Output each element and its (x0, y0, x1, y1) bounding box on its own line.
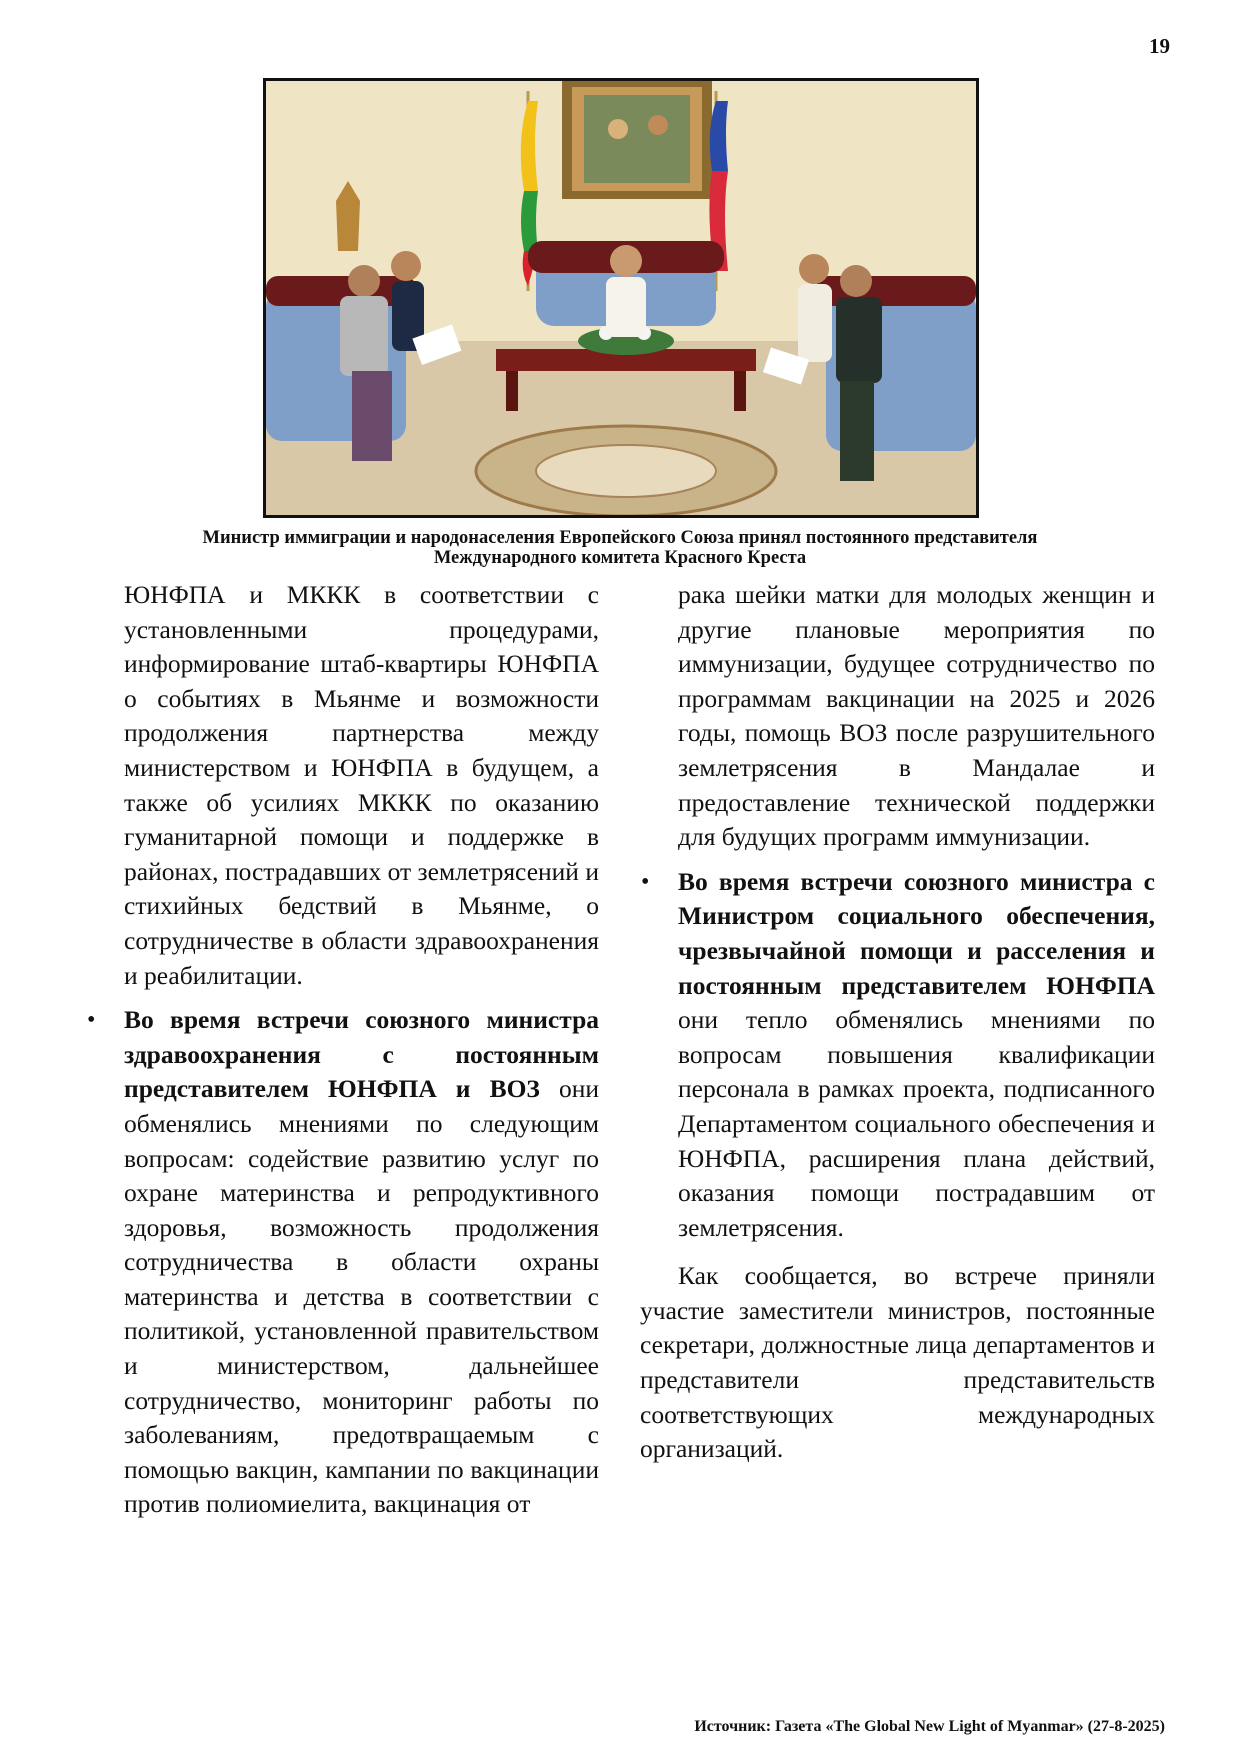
source-credit: Источник: Газета «The Global New Light of Myanmar» (27-8-2025) (694, 1718, 1165, 1735)
bullet-body: они обменялись мнениями по следующим вопросам: содействие развитию услуг по охране материнства и репродуктивного здоровья, возможность продолжения сотрудничества в области охраны материнства и детства в соответствии с политикой, установленной правительством и министерством, дальнейшее сотрудничество, мониторинг работы по заболеваниям, предотвращаемым с помощью вакцин, кампании по вакцинации против полиомиелита, вакцинация от (124, 1074, 600, 1519)
right-bullet-list (640, 865, 1155, 1246)
photo-caption: Министр иммиграции и народонаселения Европейского Союза принял постоянного представителя Международного комитета Красного Креста (202, 528, 1038, 568)
right-continuation-paragraph: рака шейки матки для молодых женщин и другие плановые мероприятия по иммунизации, будущее сотрудничество по программам вакцинации на 2025 и 2026 годы, помощь ВОЗ после разрушительного землетрясения в Мандалае и предоставление технической поддержки для будущих программ иммунизации. (678, 580, 1155, 852)
list-item (124, 1003, 599, 1522)
left-continuation-paragraph: ЮНФПА и МККК в соответствии с установленными процедурами, информирование штаб-квартиры ЮНФПА о событиях в Мьянме и возможности продолжения партнерства между министерством и ЮНФПА в будущем, а также об усилиях МККК по оказанию гуманитарной помощи и поддержке в районах, пострадавших от землетрясений и стихийных бедствий в Мьянме, о сотрудничестве в области здравоохранения и реабилитации. (124, 580, 599, 990)
painting-icon (562, 81, 712, 199)
left-column (124, 578, 599, 1522)
bullet-lead: Во время встречи союзного министра здравоохранения с постоянным представителем ЮНФПА и ВОЗ (124, 1005, 599, 1104)
meeting-photo (263, 78, 979, 518)
meeting-photo-illustration (266, 81, 976, 515)
bullet-body: они тепло обменялись мнениями по вопросам повышения квалификации персонала в рамках проекта, подписанного Департаментом социального обеспечения и ЮНФПА, расширения плана действий, оказания помощи пострадавшим от землетрясения. (678, 1005, 1155, 1242)
closing-paragraph: Как сообщается, во встрече приняли участие заместители министров, постоянные секретари, должностные лица департаментов и представители представительств соответствующих международных организаций. (640, 1261, 1155, 1464)
left-bullet-list (124, 1003, 599, 1522)
bullet-lead: Во время встречи союзного министра с Министром социального обеспечения, чрезвычайной помощи и расселения и постоянным представителем ЮНФПА (678, 866, 1155, 1000)
list-item (678, 865, 1155, 1246)
right-column (640, 578, 1155, 1467)
page-number: 19 (1149, 34, 1170, 58)
